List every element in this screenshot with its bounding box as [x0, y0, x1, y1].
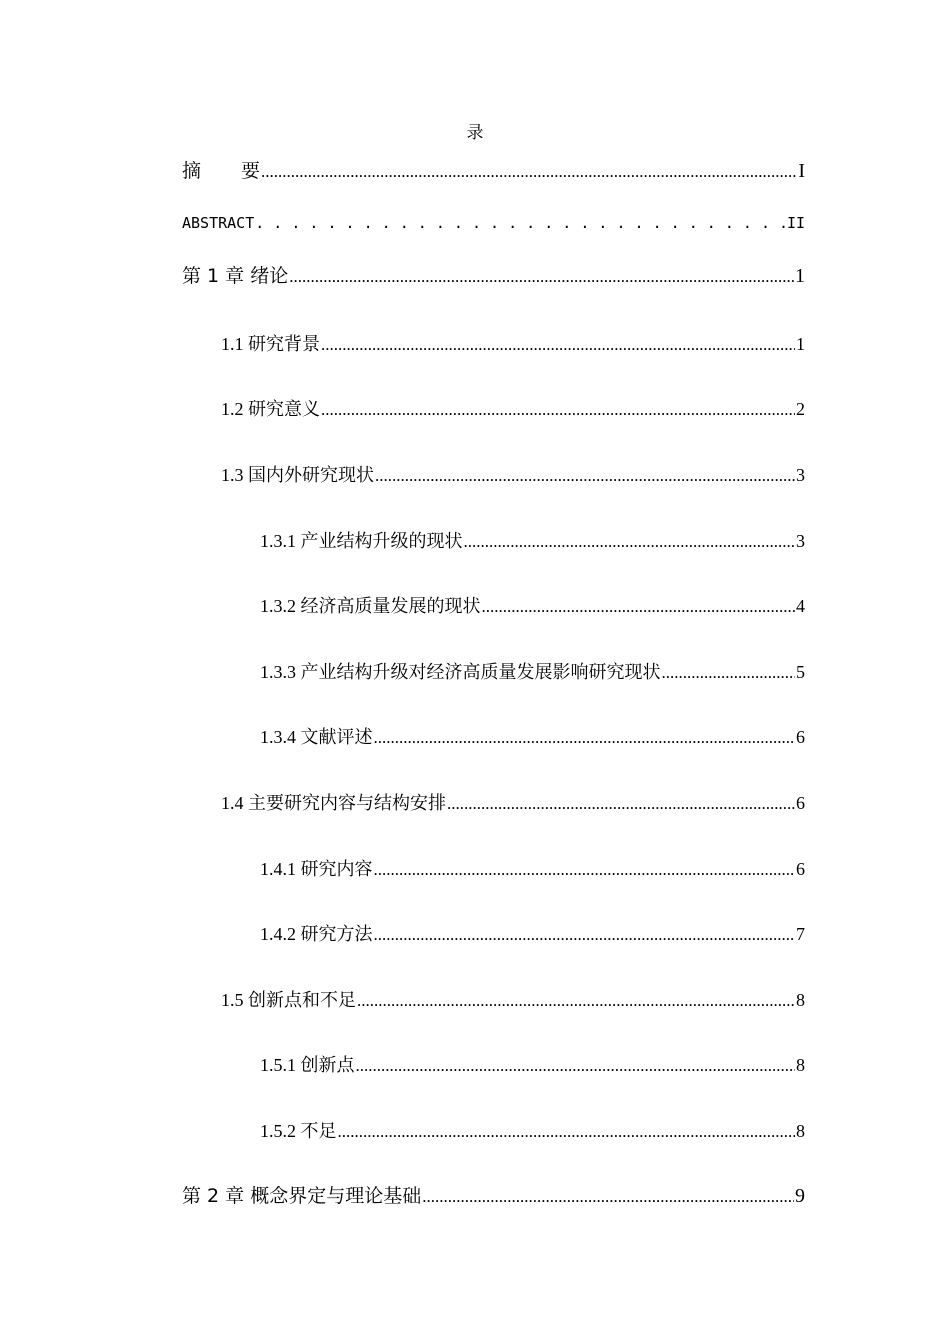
toc-entry-1-2[interactable] — [221, 395, 805, 421]
dot-leader — [261, 162, 797, 182]
toc-page-number: 8 — [796, 1121, 805, 1141]
toc-entry-1-1[interactable] — [221, 330, 805, 356]
toc-entry-chapter-2[interactable] — [182, 1181, 805, 1208]
toc-entry-1-4[interactable] — [221, 789, 805, 815]
toc-entry-label: 1.2 研究意义 — [221, 399, 320, 419]
dot-leader — [482, 597, 796, 617]
toc-entry-label-part: 要 — [241, 160, 261, 182]
toc-entry-label: 第 1 章 绪论 — [182, 265, 289, 287]
toc-page-number: 1 — [796, 334, 805, 354]
toc-entry-1-4-2[interactable] — [260, 920, 805, 946]
toc-entry-label: 1.1 研究背景 — [221, 334, 320, 354]
toc-page-number: 8 — [796, 1055, 805, 1075]
toc-entry-label: 1.5 创新点和不足 — [221, 990, 356, 1010]
toc-entry-label: 1.5.1 创新点 — [260, 1055, 355, 1075]
toc-page-number: 3 — [796, 531, 805, 551]
toc-page-number: 9 — [795, 1185, 805, 1207]
dot-leader — [422, 1187, 794, 1207]
toc-entry-label — [182, 156, 260, 183]
toc-entry-1-5-1[interactable] — [260, 1051, 805, 1077]
dot-leader — [321, 335, 795, 355]
dot-leader — [464, 532, 796, 552]
toc-page-number: 2 — [796, 399, 805, 419]
toc-entry-1-5-2[interactable] — [260, 1117, 805, 1143]
toc-page-number: I — [798, 160, 805, 182]
toc-page-number: 6 — [796, 727, 805, 747]
dot-leader — [357, 991, 795, 1011]
toc-entry-1-3-1[interactable] — [260, 527, 805, 553]
toc-page-number: 1 — [795, 265, 805, 287]
toc-page-number: 6 — [796, 793, 805, 813]
dot-leader — [374, 925, 796, 945]
toc-page-number: 8 — [796, 990, 805, 1010]
toc-entry-label: 1.3 国内外研究现状 — [221, 465, 374, 485]
toc-entry-label: 1.3.3 产业结构升级对经济高质量发展影响研究现状 — [260, 662, 661, 682]
toc-entry-label: 1.3.2 经济高质量发展的现状 — [260, 596, 481, 616]
toc-entry-abstract-cn[interactable] — [182, 156, 805, 183]
toc-entry-label: 1.4 主要研究内容与结构安排 — [221, 793, 446, 813]
toc-page-number: 5 — [796, 662, 805, 682]
toc-heading: 录 — [466, 123, 484, 143]
toc-entry-chapter-1[interactable] — [182, 261, 805, 288]
dot-leader — [447, 794, 795, 814]
toc-entry-label: 1.4.1 研究内容 — [260, 859, 373, 879]
toc-entry-1-3-2[interactable] — [260, 592, 805, 618]
toc-entry-label: 1.3.1 产业结构升级的现状 — [260, 531, 463, 551]
dot-leader — [374, 860, 796, 880]
toc-page-number: 4 — [796, 596, 805, 616]
toc-entry-label: 1.3.4 文献评述 — [260, 727, 373, 747]
dot-leader — [289, 267, 794, 287]
toc-entry-1-3-4[interactable] — [260, 723, 805, 749]
dot-leader — [338, 1122, 796, 1142]
toc-entry-label: 1.4.2 研究方法 — [260, 924, 373, 944]
toc-page-number: 7 — [796, 924, 805, 944]
dot-leader — [374, 728, 796, 748]
toc-entry-label: 第 2 章 概念界定与理论基础 — [182, 1185, 422, 1207]
toc-entry-label: 1.5.2 不足 — [260, 1121, 337, 1141]
dot-leader — [375, 466, 795, 486]
toc-entry-1-3-3[interactable] — [260, 658, 805, 684]
toc-entry-label: ABSTRACT — [182, 214, 255, 232]
dot-leader — [662, 663, 796, 683]
toc-page-number: II — [786, 214, 805, 232]
toc-entry-1-3[interactable] — [221, 461, 805, 487]
toc-entry-1-5[interactable] — [221, 986, 805, 1012]
toc-entry-abstract-en[interactable] — [182, 214, 805, 232]
dot-leader — [321, 400, 795, 420]
toc-entry-label-part: 摘 — [182, 160, 202, 182]
toc-entry-1-4-1[interactable] — [260, 855, 805, 881]
toc-page-number: 3 — [796, 465, 805, 485]
dot-leader — [255, 214, 786, 232]
toc-page-number: 6 — [796, 859, 805, 879]
dot-leader — [356, 1056, 796, 1076]
